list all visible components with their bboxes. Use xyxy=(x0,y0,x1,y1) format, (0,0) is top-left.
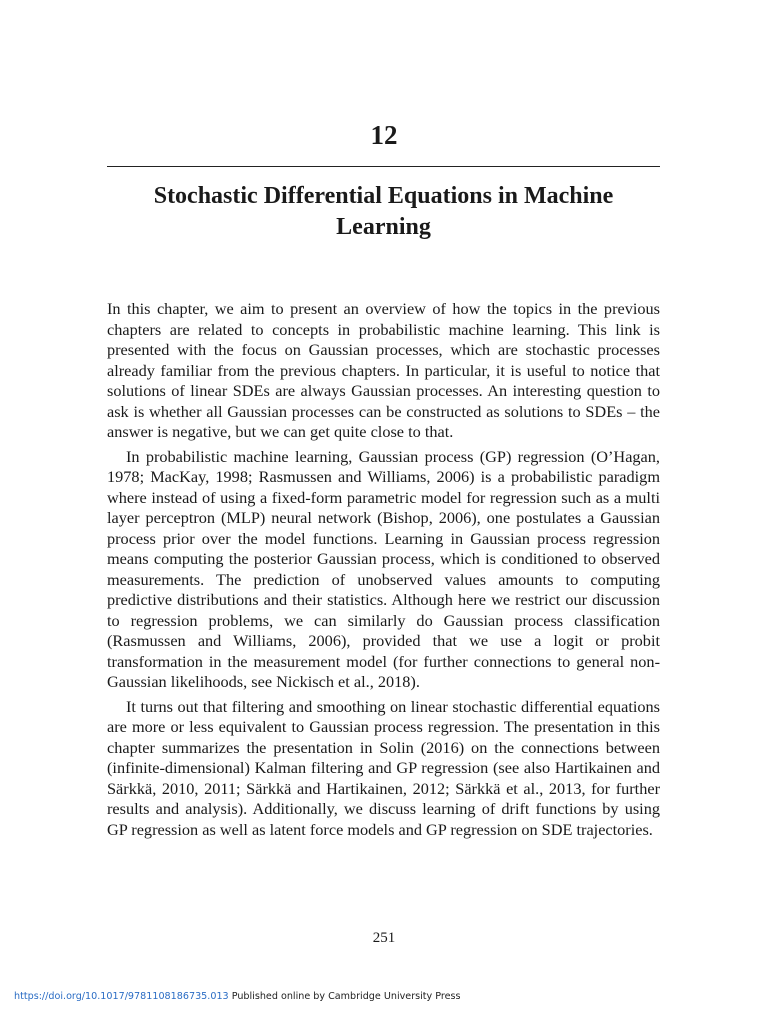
paragraph-filtering: It turns out that filtering and smoothing on linear stochastic differential equations are more or less equivalent to Gaussian process regression. The presentation in this chapter summarizes the presentation in Solin (2016) on the connections between (infinite-dimensional) Kalman filtering and GP regression (see also Hartikainen and Särkkä, 2010, 2011; Särkkä and Hartikainen, 2012; Särkkä et al., 2013, for further results and analysis). Additionally, we discuss learning of drift functions by using GP regression as well as latent force models and GP regression on SDE trajectories. xyxy=(107,696,660,839)
published-text: Published online by Cambridge University Press xyxy=(231,991,461,1002)
chapter-rule xyxy=(107,166,660,167)
paragraph-gp-regression: In probabilistic machine learning, Gaussian process (GP) regression (O’Hagan, 1978; MacKay, 1998; Rasmussen and Williams, 2006) is a probabilistic paradigm where instead of using a fixed-form parametric model for regression such as a multi layer perceptron (MLP) neural network (Bishop, 2006), one postulates a Gaussian process prior over the model functions. Learning in Gaussian process regression means computing the posterior Gaussian process, which is conditioned to observed measurements. The prediction of unobserved values amounts to computing predictive distributions and their statistics. Although here we restrict our discussion to regression problems, we can similarly do Gaussian process classification (Rasmussen and Williams, 2006), provided that we use a logit or probit transformation in the measurement model (for further connections to general non-Gaussian likelihoods, see Nickisch et al., 2018). xyxy=(107,446,660,691)
chapter-title: Stochastic Differential Equations in Machine Learning xyxy=(153,183,614,240)
doi-link[interactable]: https://doi.org/10.1017/9781108186735.013 xyxy=(14,991,229,1002)
paragraph-intro: In this chapter, we aim to present an overview of how the topics in the previous chapters are related to concepts in probabilistic machine learning. This link is presented with the focus on Gaussian processes, which are stochastic processes already familiar from the previous chapters. In particular, it is useful to notice that solutions of linear SDEs are always Gaussian processes. An interesting question to ask is whether all Gaussian processes can be constructed as solutions to SDEs – the answer is negative, but we can get quite close to that. xyxy=(107,299,660,441)
chapter-number: 12 xyxy=(370,120,398,150)
page-number: 251 xyxy=(372,930,396,946)
chapter-body xyxy=(107,299,660,844)
footer xyxy=(14,991,461,1003)
